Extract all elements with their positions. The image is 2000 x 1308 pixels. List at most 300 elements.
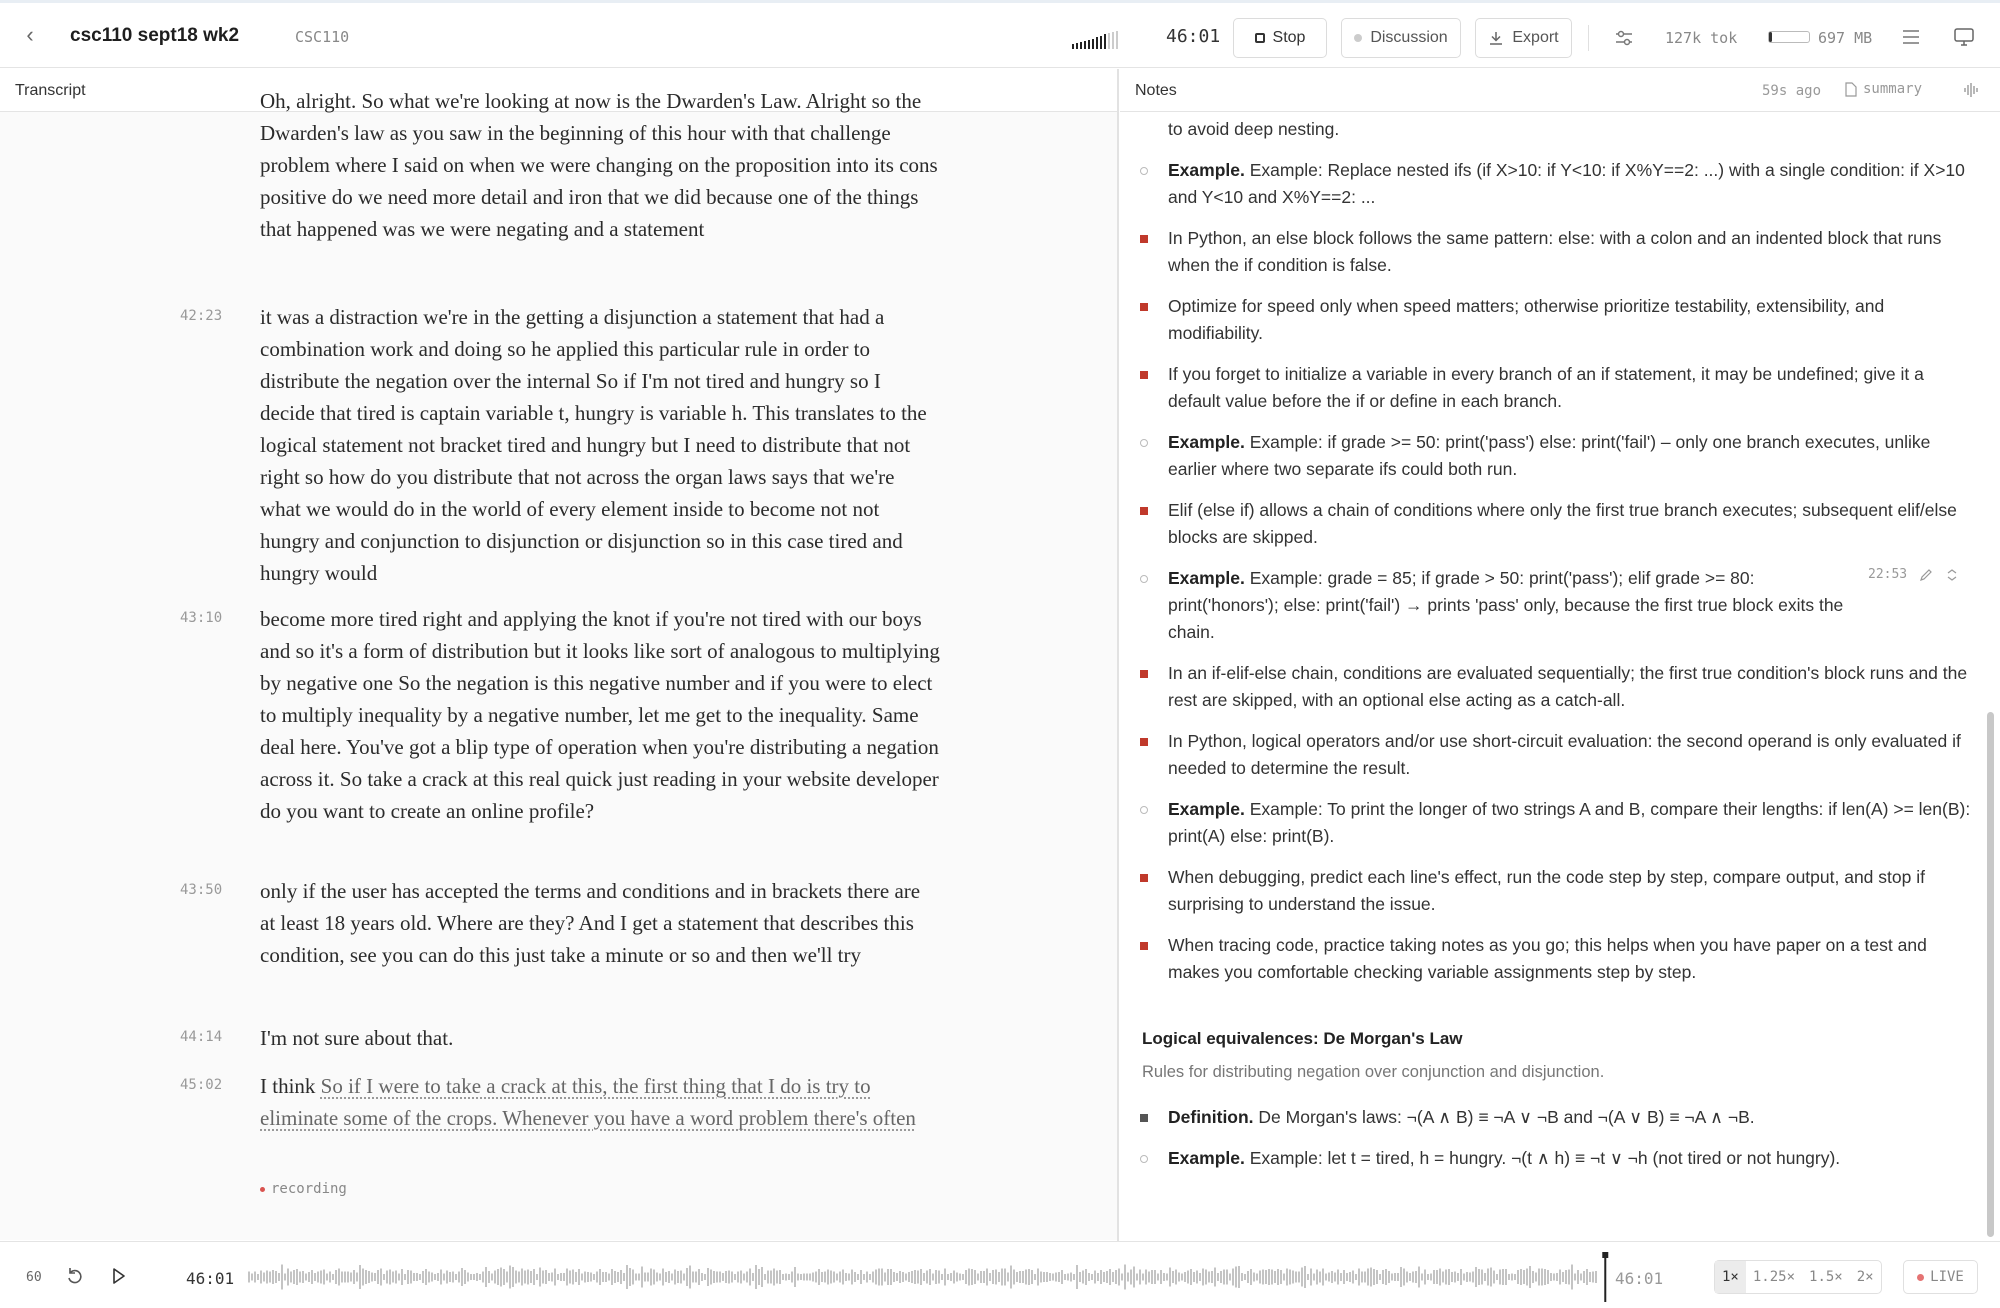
notes-header: [1120, 69, 2000, 112]
waveform-bar: [1301, 1268, 1303, 1287]
waveform-bar: [1064, 1274, 1066, 1280]
waveform-bar: [611, 1269, 613, 1285]
waveform-bar: [1289, 1270, 1291, 1285]
playhead-handle[interactable]: [1602, 1252, 1608, 1258]
waveform-bar: [317, 1272, 319, 1283]
speed-option[interactable]: 1.5×: [1809, 1269, 1843, 1285]
waveform-bar: [527, 1270, 529, 1285]
waveform-bar: [1223, 1270, 1225, 1285]
waveform-bar: [1322, 1269, 1324, 1286]
export-label: Export: [1512, 29, 1559, 46]
waveform-bar: [779, 1270, 781, 1284]
waveform-bar: [860, 1270, 862, 1284]
waveform-bar: [662, 1269, 664, 1286]
waveform-bar: [1523, 1270, 1525, 1284]
waveform-bar: [581, 1274, 583, 1281]
waveform-bar: [1550, 1273, 1552, 1281]
waveform-bar: [356, 1273, 358, 1282]
waveform-bar: [773, 1269, 775, 1286]
waveform-bar: [1058, 1272, 1060, 1282]
waveform-bar: [1448, 1269, 1450, 1285]
waveform-bar: [1382, 1270, 1384, 1284]
waveform-bar: [1367, 1269, 1369, 1286]
note-body: Example: if grade >= 50: print('pass') else: print('fail') – only one branch executes, unlike earlier where two separate ifs could both run.: [1168, 432, 1931, 479]
waveform-bar: [869, 1274, 871, 1280]
segment-text: I'm not sure about that.: [260, 1026, 454, 1050]
point-bullet-icon: [1140, 874, 1148, 882]
waveform-bar: [1463, 1274, 1465, 1281]
waveform-bar: [338, 1269, 340, 1286]
waveform-bar: [293, 1270, 295, 1284]
waveform-bar: [1037, 1269, 1039, 1286]
segment-timestamp[interactable]: 42:23: [180, 308, 223, 324]
pending-text: So if I were to take a crack at this, the first thing that I do is try to eliminate some of the crops. Whenever you have a word problem there's often: [260, 1074, 916, 1130]
waveform-bar: [1190, 1269, 1192, 1285]
waveform-bar: [1280, 1270, 1282, 1284]
waveform-bar: [818, 1269, 820, 1285]
waveform-bar: [737, 1272, 739, 1283]
waveform-bar: [623, 1273, 625, 1281]
waveform-bar: [473, 1274, 475, 1280]
live-button[interactable]: [1903, 1260, 1978, 1294]
stop-label: Stop: [1272, 29, 1306, 46]
waveform-bar: [1142, 1274, 1144, 1281]
waveform-bar: [1478, 1269, 1480, 1285]
waveform-bar: [389, 1270, 391, 1285]
note-text: If you forget to initialize a variable in every branch of an if statement, it may be undefined; give it a default value before the if or define in each branch.: [1168, 364, 1924, 411]
waveform-bar: [908, 1272, 910, 1282]
note-text: In Python, an else block follows the same pattern: else: with a colon and an indented block that runs when the if condition is false.: [1168, 228, 1942, 275]
waveform-bar: [1475, 1267, 1477, 1287]
waveform-bar: [1592, 1272, 1594, 1283]
waveform-bar: [260, 1271, 262, 1284]
waveform-bar: [1133, 1267, 1135, 1288]
speed-option[interactable]: 1×: [1715, 1261, 1746, 1293]
waveform-bar: [560, 1273, 562, 1281]
waveform-bar: [1421, 1274, 1423, 1281]
waveform-bar: [365, 1270, 367, 1284]
waveform-bar: [1052, 1274, 1054, 1281]
waveform-bar: [833, 1272, 835, 1283]
waveform-bar: [1562, 1272, 1564, 1282]
waveform-bar: [377, 1270, 379, 1284]
final-text: I think: [260, 1074, 321, 1098]
waveform-bar: [1424, 1270, 1426, 1285]
playhead[interactable]: [1604, 1252, 1606, 1302]
waveform-scrubber[interactable]: [248, 1252, 1608, 1302]
panel-divider[interactable]: [1117, 69, 1119, 1241]
recording-label: recording: [271, 1181, 347, 1197]
waveform-bar: [296, 1269, 298, 1285]
back-icon[interactable]: ‹: [26, 22, 34, 47]
waveform-bar: [269, 1272, 271, 1283]
waveform-bar: [437, 1273, 439, 1281]
waveform-bar: [1031, 1270, 1033, 1284]
waveform-bar: [893, 1272, 895, 1282]
waveform-bar: [1169, 1268, 1171, 1287]
edit-icon[interactable]: [1919, 568, 1933, 582]
waveform-bar: [1595, 1271, 1597, 1283]
waveform-bar: [374, 1273, 376, 1281]
waveform-bar: [1406, 1272, 1408, 1283]
waveform-bar: [719, 1272, 721, 1283]
recording-dot-icon: [260, 1187, 265, 1192]
waveform-icon[interactable]: [1962, 81, 1980, 99]
token-count: 127k tok: [1665, 29, 1738, 47]
note-tools: [1868, 567, 1959, 582]
waveform-bar: [1238, 1266, 1240, 1288]
waveform-bar: [1487, 1269, 1489, 1286]
waveform-bar: [1277, 1269, 1279, 1285]
waveform-bar: [929, 1269, 931, 1285]
note-body: Example: let t = tired, h = hungry. ¬(t ∧ h) ≡ ¬t ∨ ¬h (not tired or not hungry).: [1249, 1148, 1841, 1168]
waveform-bar: [755, 1265, 757, 1289]
waveform-bar: [977, 1274, 979, 1281]
waveform-bar: [596, 1272, 598, 1283]
waveform-bar: [950, 1273, 952, 1281]
segment-timestamp[interactable]: 45:02: [180, 1077, 223, 1093]
waveform-bar: [653, 1270, 655, 1285]
waveform-bar: [248, 1272, 250, 1283]
waveform-bar: [1088, 1273, 1090, 1281]
note-text: [1168, 1145, 1973, 1172]
waveform-bar: [1034, 1274, 1036, 1280]
waveform-bar: [641, 1267, 643, 1288]
waveform-bar: [1028, 1269, 1030, 1285]
waveform-bar: [407, 1270, 409, 1284]
note-text: Optimize for speed only when speed matters; otherwise prioritize testability, extensibility, and modifiability.: [1168, 296, 1885, 343]
playback-end: 46:01: [1615, 1269, 1664, 1288]
waveform-bar: [404, 1274, 406, 1280]
waveform-bar: [383, 1274, 385, 1280]
waveform-bar: [1580, 1274, 1582, 1281]
waveform-bar: [1127, 1273, 1129, 1282]
speed-option[interactable]: 2×: [1856, 1269, 1874, 1285]
waveform-bar: [1379, 1274, 1381, 1280]
waveform-bar: [488, 1271, 490, 1283]
waveform-bar: [947, 1274, 949, 1280]
waveform-bar: [716, 1272, 718, 1283]
waveform-bar: [1085, 1269, 1087, 1285]
waveform-bar: [494, 1271, 496, 1284]
waveform-bar: [557, 1274, 559, 1280]
waveform-bar: [920, 1269, 922, 1285]
waveform-bar: [314, 1273, 316, 1281]
note-text: [1168, 1104, 1973, 1131]
note-prefix: Example.: [1168, 1148, 1245, 1168]
waveform-bar: [1340, 1273, 1342, 1281]
summary-button[interactable]: [1845, 81, 1922, 97]
waveform-bar: [563, 1273, 565, 1281]
waveform-bar: [1514, 1274, 1516, 1280]
waveform-bar: [806, 1274, 808, 1281]
waveform-bar: [464, 1270, 466, 1284]
waveform-bar: [1139, 1270, 1141, 1285]
waveform-bar: [1226, 1270, 1228, 1285]
waveform-bar: [1553, 1274, 1555, 1281]
waveform-bar: [731, 1272, 733, 1283]
waveform-bar: [821, 1272, 823, 1282]
waveform-bar: [926, 1271, 928, 1284]
waveform-bar: [905, 1274, 907, 1281]
waveform-bar: [1460, 1269, 1462, 1285]
definition-bullet-icon: [1140, 1114, 1148, 1122]
waveform-bar: [386, 1271, 388, 1284]
notes-panel[interactable]: [1120, 112, 1980, 1240]
waveform-bar: [1307, 1274, 1309, 1280]
waveform-bar: [602, 1272, 604, 1282]
waveform-bar: [1355, 1274, 1357, 1280]
export-button[interactable]: [1475, 18, 1572, 58]
waveform-bar: [677, 1271, 679, 1283]
waveform-bar: [728, 1271, 730, 1284]
waveform-bar: [416, 1273, 418, 1281]
waveform-bar: [275, 1271, 277, 1283]
waveform-bar: [1118, 1269, 1120, 1286]
waveform-bar: [698, 1269, 700, 1285]
stop-button[interactable]: [1233, 18, 1327, 58]
waveform-bar: [548, 1273, 550, 1281]
waveform-bar: [1535, 1273, 1537, 1282]
waveform-bar: [845, 1273, 847, 1281]
waveform-bar: [1262, 1270, 1264, 1285]
waveform-bar: [1568, 1270, 1570, 1285]
waveform-bar: [785, 1274, 787, 1281]
waveform-bar: [1112, 1272, 1114, 1282]
waveform-bar: [770, 1271, 772, 1284]
waveform-bar: [1334, 1273, 1336, 1282]
waveform-bar: [788, 1274, 790, 1280]
waveform-bar: [674, 1270, 676, 1285]
waveform-bar: [1298, 1272, 1300, 1283]
note-body: Example: To print the longer of two strings A and B, compare their lengths: if len(A) >= len(B): print(A) else: print(B).: [1168, 799, 1971, 846]
waveform-bar: [1247, 1271, 1249, 1283]
waveform-bar: [1106, 1271, 1108, 1283]
waveform-bar: [1589, 1272, 1591, 1282]
waveform-bar: [794, 1267, 796, 1287]
waveform-bar: [263, 1273, 265, 1282]
waveform-bar: [1175, 1270, 1177, 1285]
waveform-bar: [1400, 1267, 1402, 1287]
waveform-bar: [686, 1268, 688, 1286]
waveform-bar: [524, 1271, 526, 1284]
waveform-bar: [968, 1269, 970, 1286]
top-bar: [0, 0, 2000, 68]
download-icon: [1488, 30, 1504, 46]
waveform-bar: [1505, 1269, 1507, 1285]
waveform-bar: [1148, 1272, 1150, 1283]
segment-timestamp[interactable]: 43:10: [180, 610, 223, 626]
waveform-bar: [1235, 1267, 1237, 1288]
waveform-bar: [512, 1267, 514, 1287]
waveform-bar: [584, 1272, 586, 1283]
replay-icon[interactable]: [65, 1266, 85, 1286]
waveform-bar: [626, 1265, 628, 1289]
point-bullet-icon: [1140, 303, 1148, 311]
waveform-bar: [1094, 1271, 1096, 1284]
waveform-bar: [914, 1270, 916, 1284]
waveform-bar: [503, 1269, 505, 1285]
note-text: [1168, 429, 1973, 483]
waveform-bar: [1214, 1268, 1216, 1287]
waveform-bar: [902, 1272, 904, 1282]
waveform-bar: [854, 1272, 856, 1282]
waveform-bar: [422, 1271, 424, 1283]
waveform-bar: [827, 1270, 829, 1285]
waveform-bar: [1025, 1270, 1027, 1285]
waveform-bar: [1250, 1269, 1252, 1285]
waveform-bar: [1100, 1270, 1102, 1284]
collapse-icon[interactable]: [1945, 568, 1959, 582]
waveform-bar: [569, 1271, 571, 1284]
waveform-bar: [956, 1273, 958, 1282]
waveform-bar: [959, 1274, 961, 1281]
waveform-bar: [1256, 1274, 1258, 1281]
sliders-icon[interactable]: [1613, 27, 1635, 49]
waveform-bar: [1193, 1272, 1195, 1282]
waveform-bar: [470, 1274, 472, 1280]
skip-back-button[interactable]: 60: [26, 1270, 42, 1285]
discussion-button[interactable]: [1341, 18, 1461, 58]
waveform-bar: [1145, 1270, 1147, 1285]
waveform-bar: [1211, 1271, 1213, 1283]
waveform-bar: [1337, 1270, 1339, 1285]
waveform-bar: [491, 1274, 493, 1281]
waveform-bar: [545, 1270, 547, 1284]
example-bullet-icon: [1140, 575, 1148, 583]
waveform-bar: [911, 1271, 913, 1283]
waveform-bar: [1415, 1271, 1417, 1283]
waveform-bar: [998, 1272, 1000, 1282]
waveform-bar: [1394, 1273, 1396, 1281]
point-bullet-icon: [1140, 235, 1148, 243]
waveform-bar: [362, 1269, 364, 1286]
waveform-bar: [1151, 1270, 1153, 1284]
waveform-bar: [830, 1271, 832, 1284]
waveform-bar: [1091, 1274, 1093, 1280]
segment-text: it was a distraction we're in the getting a disjunction a statement that had a combination work and doing so he applied this particular rule in order to distribute the negation over the internal So if I'm not tired and hungry so I decide that tired is captain variable t, hungry is variable h. This translates to the logical statement not bracket tired and hungry but I need to distribute that not right so how do you distribute that not across the organ laws says that we're what we would do in the world of every element inside to become not not hungry and conjunction to disjunction or disjunction so in this case tired and hungry would: [260, 305, 927, 585]
segment-timestamp[interactable]: 44:14: [180, 1029, 223, 1045]
waveform-bar: [575, 1272, 577, 1282]
waveform-bar: [683, 1274, 685, 1281]
waveform-bar: [395, 1271, 397, 1284]
point-bullet-icon: [1140, 507, 1148, 515]
waveform-bar: [872, 1272, 874, 1283]
play-icon[interactable]: [108, 1266, 128, 1286]
waveform-bar: [851, 1270, 853, 1285]
waveform-bar: [710, 1270, 712, 1285]
waveform-bar: [1202, 1269, 1204, 1286]
waveform-bar: [1130, 1270, 1132, 1285]
waveform-bar: [767, 1271, 769, 1284]
waveform-bar: [1583, 1271, 1585, 1283]
note-text: [1168, 565, 1868, 646]
waveform-bar: [1316, 1270, 1318, 1285]
waveform-bar: [299, 1272, 301, 1283]
waveform-bar: [1571, 1265, 1573, 1290]
waveform-bar: [899, 1271, 901, 1283]
waveform-bar: [1124, 1265, 1126, 1290]
waveform-bar: [944, 1269, 946, 1286]
waveform-bar: [1115, 1270, 1117, 1284]
monitor-icon[interactable]: [1953, 27, 1975, 47]
section-subtitle: Rules for distributing negation over conjunction and disjunction.: [1142, 1063, 1605, 1081]
note-prefix: Example.: [1168, 568, 1245, 588]
waveform-bar: [746, 1272, 748, 1283]
waveform-bar: [566, 1269, 568, 1286]
waveform-bar: [1430, 1274, 1432, 1281]
summary-label: summary: [1863, 81, 1923, 97]
waveform-bar: [1556, 1273, 1558, 1281]
waveform-bar: [1541, 1269, 1543, 1286]
waveform-bar: [1199, 1273, 1201, 1281]
waveform-bar: [590, 1273, 592, 1282]
waveform-bar: [1196, 1271, 1198, 1284]
waveform-bar: [1310, 1269, 1312, 1286]
waveform-bar: [272, 1270, 274, 1284]
waveform-bar: [1013, 1270, 1015, 1285]
waveform-bar: [752, 1273, 754, 1281]
notes-updated-ago: 59s ago: [1762, 83, 1822, 99]
waveform-bar: [290, 1272, 292, 1283]
waveform-bar: [302, 1271, 304, 1283]
waveform-bar: [983, 1271, 985, 1283]
waveform-bar: [536, 1274, 538, 1280]
waveform-bar: [1160, 1270, 1162, 1284]
waveform-bar: [1499, 1270, 1501, 1285]
waveform-bar: [1484, 1273, 1486, 1281]
waveform-bar: [1061, 1270, 1063, 1284]
waveform-bar: [467, 1273, 469, 1282]
waveform-bar: [1016, 1272, 1018, 1282]
point-bullet-icon: [1140, 371, 1148, 379]
waveform-bar: [257, 1274, 259, 1280]
waveform-bar: [1352, 1271, 1354, 1284]
waveform-bar: [1391, 1274, 1393, 1281]
note-text: In an if-elif-else chain, conditions are evaluated sequentially; the first true condition's block runs and the rest are skipped, with an optional else acting as a catch-all.: [1168, 663, 1968, 710]
waveform-bar: [992, 1270, 994, 1284]
waveform-bar: [518, 1272, 520, 1283]
speed-option[interactable]: 1.25×: [1752, 1269, 1796, 1285]
waveform-bar: [1295, 1272, 1297, 1283]
waveform-bar: [413, 1273, 415, 1281]
waveform-bar: [509, 1266, 511, 1289]
waveform-bar: [1469, 1273, 1471, 1282]
waveform-bar: [680, 1271, 682, 1284]
segment-text: [260, 1070, 940, 1134]
waveform-bar: [668, 1271, 670, 1283]
waveform-bar: [857, 1274, 859, 1280]
waveform-bar: [1526, 1269, 1528, 1286]
note-timestamp[interactable]: 22:53: [1868, 567, 1908, 582]
waveform-bar: [578, 1269, 580, 1285]
waveform-bar: [722, 1273, 724, 1281]
waveform-bar: [479, 1274, 481, 1280]
waveform-bar: [350, 1273, 352, 1282]
waveform-bar: [1412, 1272, 1414, 1283]
waveform-bar: [1565, 1270, 1567, 1284]
waveform-bar: [1403, 1269, 1405, 1286]
waveform-bar: [713, 1271, 715, 1283]
segment-timestamp[interactable]: 43:50: [180, 882, 223, 898]
notes-scrollbar[interactable]: [1987, 712, 1994, 1237]
waveform-bar: [1157, 1274, 1159, 1281]
waveform-bar: [425, 1269, 427, 1285]
note-text: [1168, 796, 1973, 850]
waveform-bar: [1178, 1273, 1180, 1282]
list-icon[interactable]: [1901, 28, 1921, 46]
waveform-bar: [323, 1270, 325, 1285]
